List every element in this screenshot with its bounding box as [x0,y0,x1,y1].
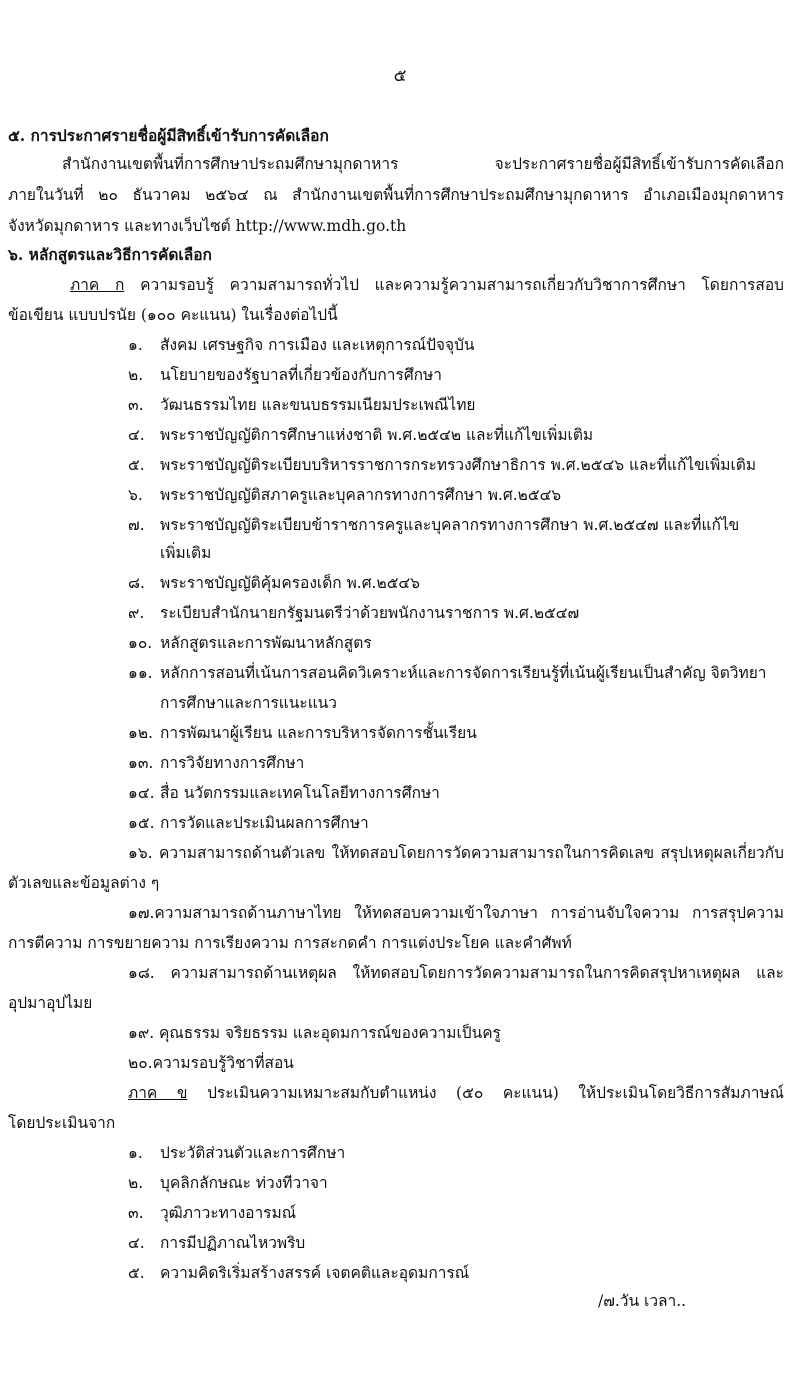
part-a-item: ๑. สังคม เศรษฐกิจ การเมือง และเหตุการณ์ปัจจุบัน [128,336,475,354]
part-a-item: ๑๐. หลักสูตรและการพัฒนาหลักสูตร [128,634,372,652]
part-a-line-2: ข้อเขียน แบบปรนัย (๑๐๐ คะแนน) ในเรื่องต่อไปนี้ [8,306,338,324]
part-b-label: ภาค ข [128,1084,188,1102]
section6-heading: ๖. หลักสูตรและวิธีการคัดเลือก [8,245,212,264]
part-b-line-1 [128,1079,784,1107]
part-a-label: ภาค ก [70,276,125,294]
section5-line-1: สำนักงานเขตพื้นที่การศึกษาประถมศึกษามุกดาหาร จะประกาศรายชื่อผู้มีสิทธิ์เข้ารับการคัดเลือก [62,155,784,173]
section5-line-2: ภายในวันที่ ๒๐ ธันวาคม ๒๕๖๔ ณ สำนักงานเขตพื้นที่การศึกษาประถมศึกษามุกดาหาร อำเภอเมืองมุกดาหาร [8,186,784,204]
part-a-item-17-line-2: การตีความ การขยายความ การเรียงความ การสะกดคำ การแต่งประโยค และคำศัพท์ [8,934,572,952]
part-b-intro: ประเมินความเหมาะสมกับตำแหน่ง (๕๐ คะแนน) ให้ประเมินโดยวิธีการสัมภาษณ์ [207,1084,784,1102]
part-b-item: ๓. วุฒิภาวะทางอารมณ์ [128,1204,297,1222]
section5-heading: ๕. การประกาศรายชื่อผู้มีสิทธิ์เข้ารับการคัดเลือก [8,126,329,145]
part-a-item: ๑๕. การวัดและประเมินผลการศึกษา [128,814,369,832]
part-a-item-18-line-1: ๑๘. ความสามารถด้านเหตุผล ให้ทดสอบโดยการวัดความสามารถในการคิดสรุปหาเหตุผล และ [128,964,784,982]
part-a-item-continuation: เพิ่มเติม [160,544,212,562]
part-a-item: ๓. วัฒนธรรมไทย และขนบธรรมเนียมประเพณีไทย [128,396,476,414]
part-a-item: ๑๔. สื่อ นวัตกรรมและเทคโนโลยีทางการศึกษา [128,784,440,802]
part-a-item-16-line-2: ตัวเลขและข้อมูลต่าง ๆ [8,874,160,892]
part-a-line-1 [70,271,784,299]
part-a-item: ๗. พระราชบัญญัติระเบียบข้าราชการครูและบุคลากรทางการศึกษา พ.ศ.๒๕๔๗ และที่แก้ไข [128,516,740,534]
page-number: ๕ [393,66,407,86]
part-a-item-16-line-1: ๑๖. ความสามารถด้านตัวเลข ให้ทดสอบโดยการวัดความสามารถในการคิดเลข สรุปเหตุผลเกี่ยวกับ [128,844,784,862]
part-b-item: ๑. ประวัติส่วนตัวและการศึกษา [128,1144,346,1162]
part-a-item: ๖. พระราชบัญญัติสภาครูและบุคลากรทางการศึกษา พ.ศ.๒๕๔๖ [128,486,562,504]
part-a-item: ๙. ระเบียบสำนักนายกรัฐมนตรีว่าด้วยพนักงานราชการ พ.ศ.๒๕๔๗ [128,604,580,622]
part-b-item: ๔. การมีปฏิภาณไหวพริบ [128,1234,306,1252]
part-a-item-17-line-1: ๑๗.ความสามารถด้านภาษาไทย ให้ทดสอบความเข้าใจภาษา การอ่านจับใจความ การสรุปความ [128,904,784,922]
part-a-item: ๑๓. การวิจัยทางการศึกษา [128,754,305,772]
part-a-item: ๘. พระราชบัญญัติคุ้มครองเด็ก พ.ศ.๒๕๔๖ [128,574,420,592]
section5-line-3: จังหวัดมุกดาหาร และทางเว็บไซต์ http://www.mdh.go.th [8,217,407,235]
part-b-item: ๕. ความคิดริเริ่มสร้างสรรค์ เจตคติและอุดมการณ์ [128,1264,470,1282]
part-a-item-20: ๒๐.ความรอบรู้วิชาที่สอน [128,1054,294,1072]
part-a-item-18-line-2: อุปมาอุปไมย [8,994,93,1012]
part-a-item: ๑๒. การพัฒนาผู้เรียน และการบริหารจัดการชั้นเรียน [128,724,477,742]
part-a-item: ๕. พระราชบัญญัติระเบียบบริหารราชการกระทรวงศึกษาธิการ พ.ศ.๒๕๔๖ และที่แก้ไขเพิ่มเติม [128,456,757,474]
part-a-item: ๒. นโยบายของรัฐบาลที่เกี่ยวข้องกับการศึกษา [128,366,442,384]
part-a-item: ๑๑. หลักการสอนที่เน้นการสอนคิดวิเคราะห์และการจัดการเรียนรู้ที่เน้นผู้เรียนเป็นสำคัญ จิตวิทยา [128,664,767,682]
part-a-item: ๔. พระราชบัญญัติการศึกษาแห่งชาติ พ.ศ.๒๕๔๒ และที่แก้ไขเพิ่มเติม [128,426,594,444]
part-b-line-2: โดยประเมินจาก [8,1114,116,1132]
continuation-note: /๗.วัน เวลา.. [598,1292,687,1310]
part-a-intro: ความรอบรู้ ความสามารถทั่วไป และความรู้ความสามารถเกี่ยวกับวิชาการศึกษา โดยการสอบ [140,276,784,294]
part-b-item: ๒. บุคลิกลักษณะ ท่วงทีวาจา [128,1174,328,1192]
part-a-item-continuation: การศึกษาและการแนะแนว [160,694,337,712]
part-a-item-19: ๑๙. คุณธรรม จริยธรรม และอุดมการณ์ของความเป็นครู [128,1024,501,1042]
